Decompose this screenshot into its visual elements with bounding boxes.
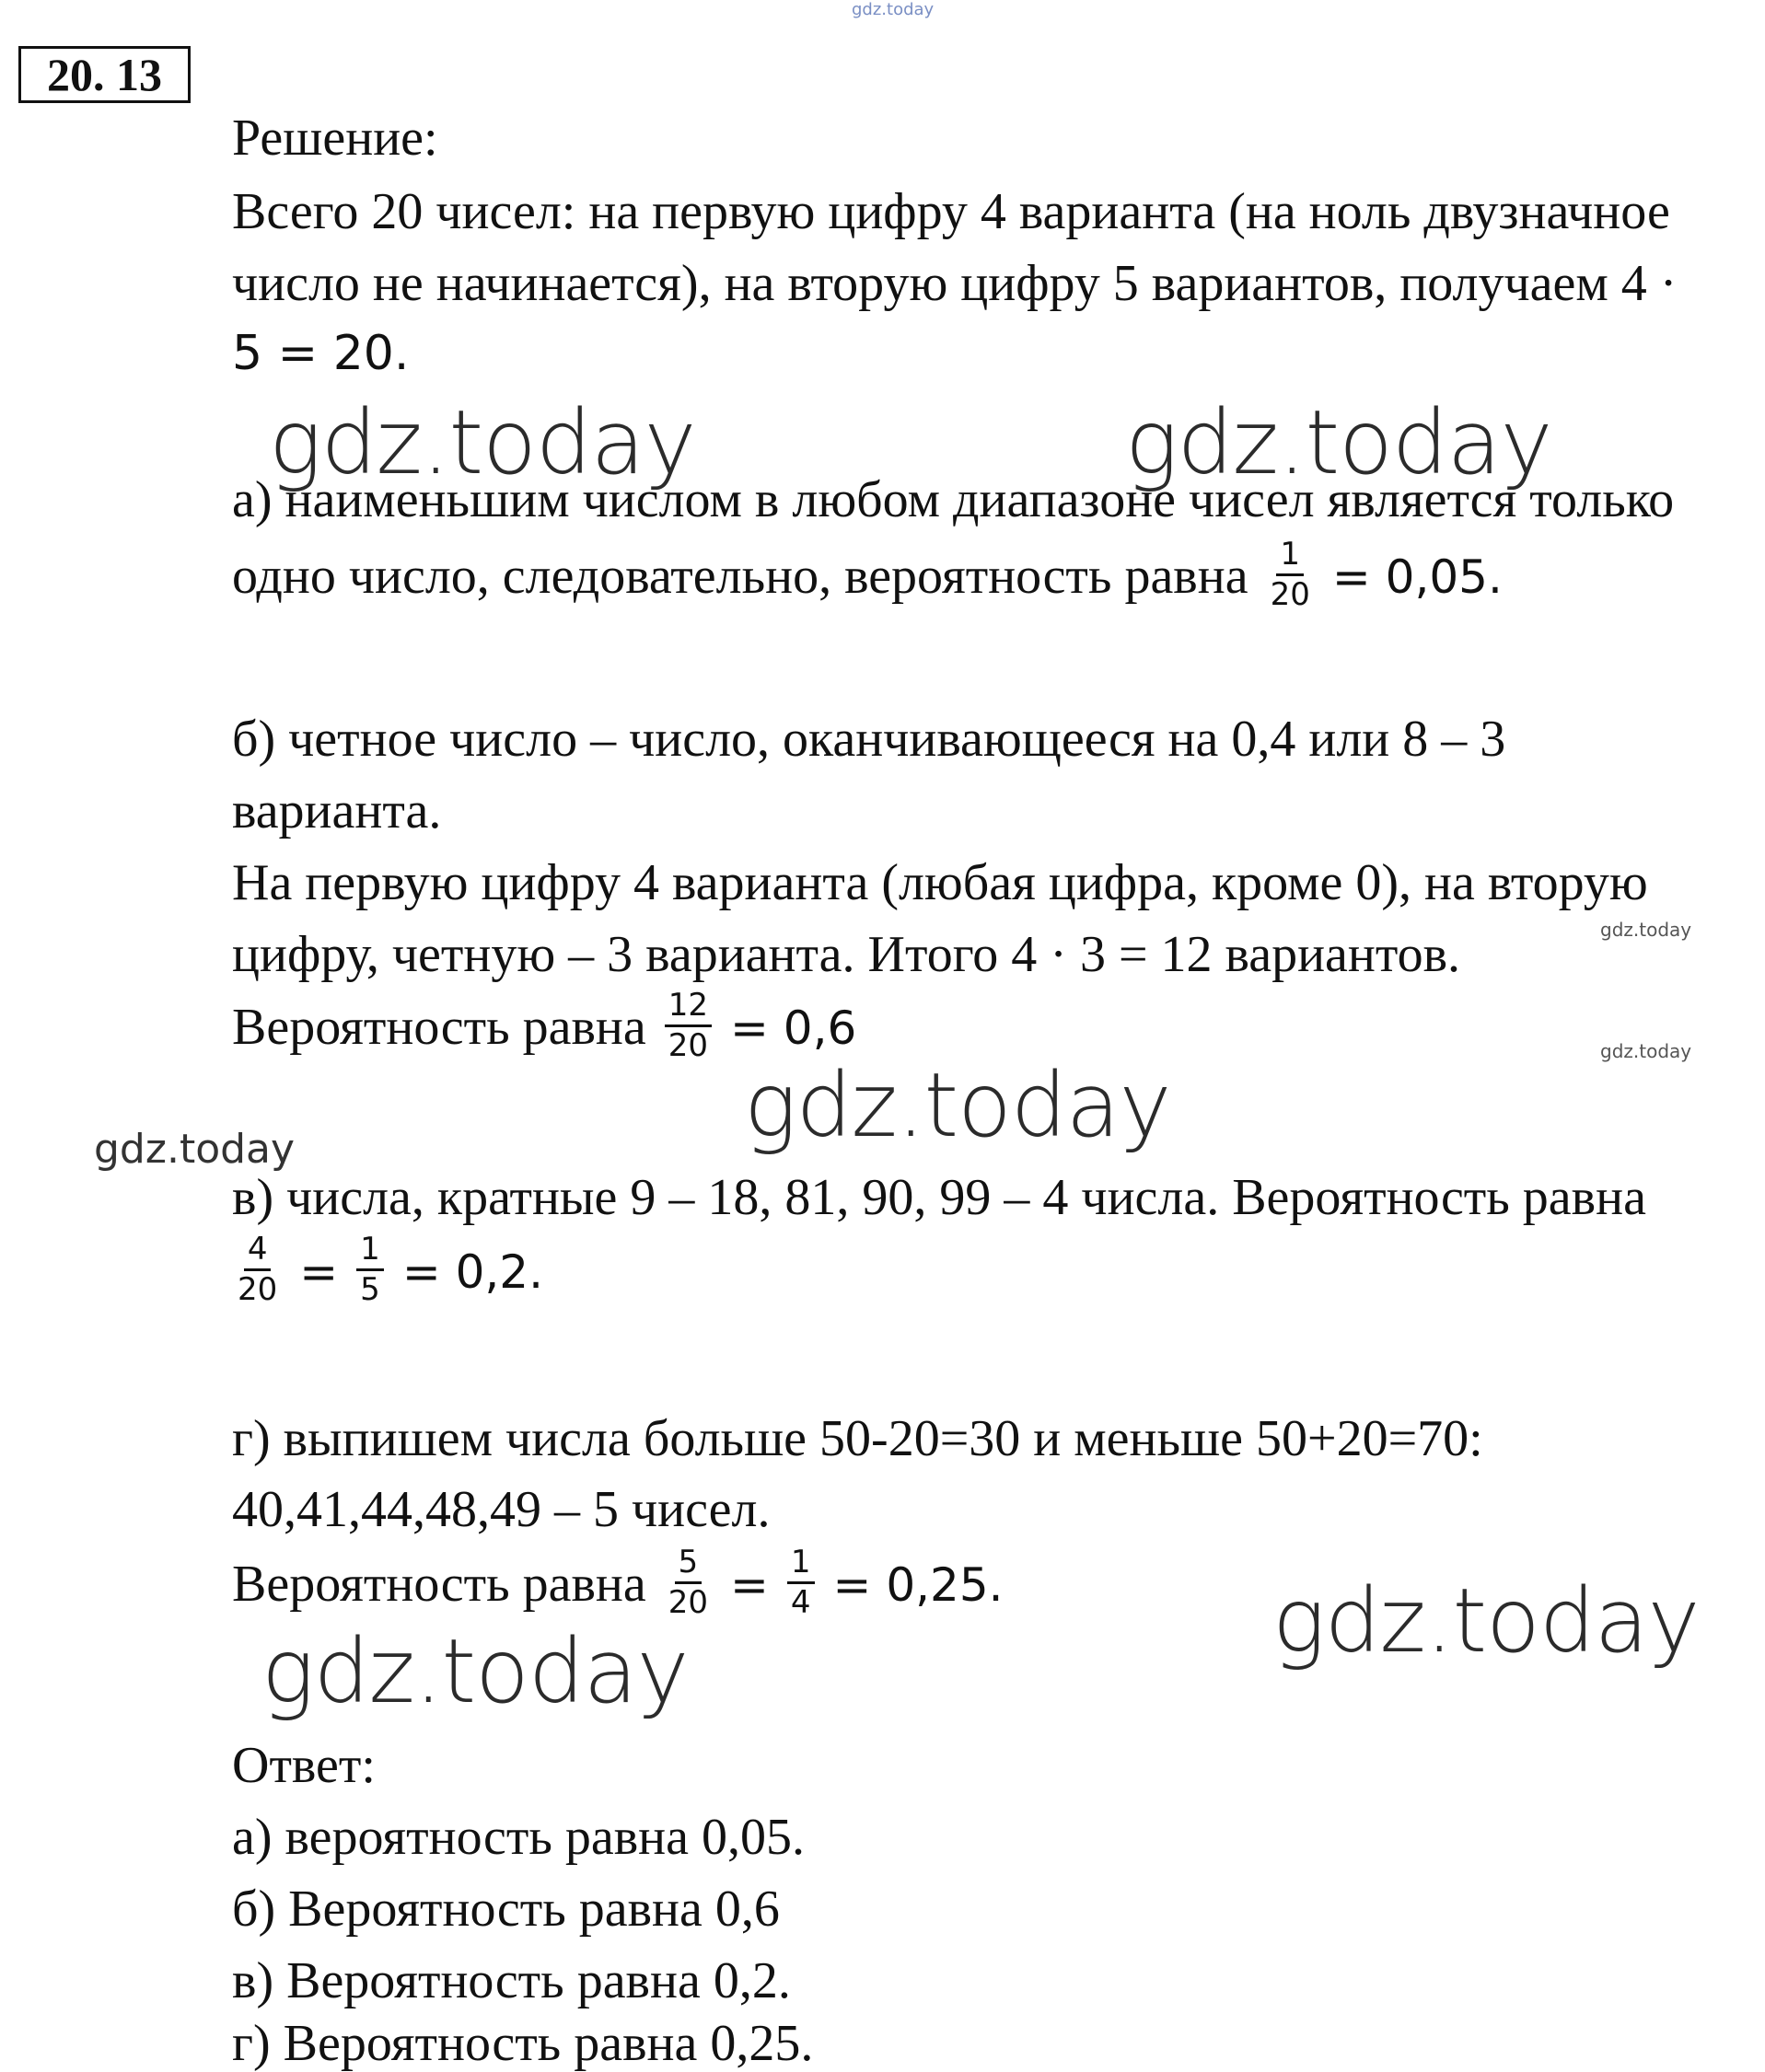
part-v-line-1: в) числа, кратные 9 – 18, 81, 90, 99 – 4 числа. Вероятность равна — [232, 1169, 1646, 1226]
part-a-line-1: а) наименьшим числом в любом диапазоне чисел является только — [232, 471, 1675, 528]
part-g-prob-text: Вероятность равна — [232, 1555, 646, 1613]
part-g-line-1: г) выпишем числа больше 50-20=30 и меньше 50+20=70: — [232, 1410, 1483, 1467]
part-v-frac1-num: 4 — [244, 1233, 272, 1271]
part-b-line-2: варианта. — [232, 782, 442, 839]
intro-line-3: 5 = 20. — [232, 326, 410, 381]
part-b-line-4: цифру, четную – 3 варианта. Итого 4 · 3 = 12 вариантов. — [232, 926, 1461, 983]
answer-label: Ответ: — [232, 1737, 376, 1794]
intro-line-2: число не начинается), на вторую цифру 5 вариантов, получаем 4 · — [232, 255, 1678, 312]
part-v-result: = 0,2. — [401, 1244, 544, 1299]
solution-label: Решение: — [232, 110, 438, 167]
part-g-fraction-2 — [787, 1545, 815, 1621]
watermark-big-4: gdz.today — [1272, 1569, 1700, 1673]
watermark-big-2: gdz.today — [1125, 391, 1552, 494]
part-v-frac1-den: 20 — [238, 1271, 278, 1309]
part-b-line-1: б) четное число – число, оканчивающееся на 0,4 или 8 – 3 — [232, 711, 1506, 768]
part-g-frac2-num: 1 — [787, 1545, 815, 1584]
part-g-frac1-den: 20 — [668, 1584, 708, 1622]
part-v-line-2 — [228, 1231, 544, 1314]
part-b-result: = 0,6 — [730, 1001, 857, 1055]
part-v-fraction-2 — [356, 1233, 384, 1308]
part-a-frac-den: 20 — [1270, 576, 1310, 614]
answer-v: в) Вероятность равна 0,2. — [232, 1952, 791, 2009]
part-a-line-2 — [232, 536, 1503, 619]
watermark-big-5: gdz.today — [261, 1620, 689, 1723]
part-g-line-2: 40,41,44,48,49 – 5 чисел. — [232, 1481, 771, 1538]
intro-line-1: Всего 20 чисел: на первую цифру 4 варианта (на ноль двузначное — [232, 183, 1670, 240]
part-v-frac2-num: 1 — [356, 1233, 384, 1271]
problem-number: 20. 13 — [18, 46, 191, 103]
part-g-probability — [232, 1544, 1004, 1626]
part-g-eq: = — [730, 1557, 769, 1612]
watermark-small-2: gdz.today — [1600, 1040, 1692, 1062]
answer-g: г) Вероятность равна 0,25. — [232, 2015, 814, 2072]
part-g-frac2-den: 4 — [790, 1584, 811, 1622]
part-a-fraction — [1267, 538, 1314, 613]
part-b-prob-text: Вероятность равна — [232, 998, 646, 1056]
part-g-frac1-num: 5 — [675, 1545, 703, 1584]
part-v-eq: = — [299, 1244, 339, 1299]
part-g-result: = 0,25. — [832, 1557, 1004, 1612]
part-b-fraction — [665, 989, 712, 1064]
part-v-fraction-1 — [234, 1233, 281, 1308]
watermark-big-1: gdz.today — [269, 391, 696, 494]
answer-a: а) вероятность равна 0,05. — [232, 1809, 805, 1866]
answer-b: б) Вероятность равна 0,6 — [232, 1881, 780, 1938]
part-a-frac-num: 1 — [1276, 538, 1304, 576]
part-a-result: = 0,05. — [1331, 550, 1503, 604]
watermark-big-3: gdz.today — [744, 1054, 1171, 1157]
part-a-text: одно число, следовательно, вероятность равна — [232, 547, 1248, 605]
part-b-frac-den: 20 — [668, 1027, 708, 1065]
part-b-line-3: На первую цифру 4 варианта (любая цифра, кроме 0), на вторую — [232, 854, 1648, 911]
part-v-frac2-den: 5 — [360, 1271, 380, 1309]
top-watermark: gdz.today — [852, 0, 935, 19]
part-g-fraction-1 — [665, 1545, 712, 1621]
part-b-frac-num: 12 — [665, 989, 712, 1027]
watermark-mid-1: gdz.today — [94, 1126, 296, 1173]
watermark-small-1: gdz.today — [1600, 919, 1692, 941]
